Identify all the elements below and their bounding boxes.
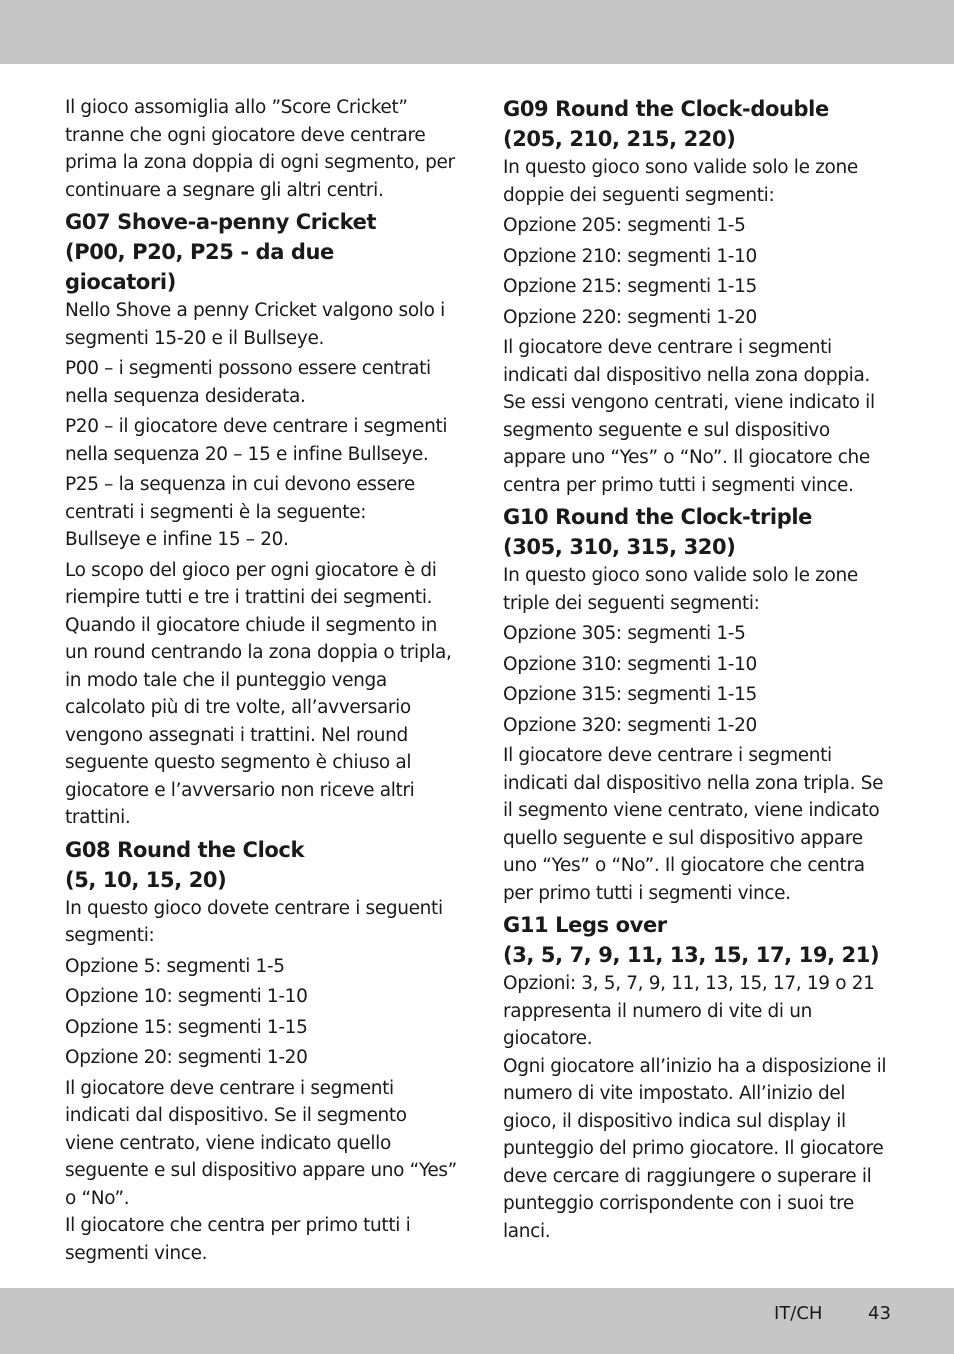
g07-heading-line1: G07 Shove-a-penny Cricket <box>65 210 377 234</box>
g07-p4-line2: centrati i segmenti è la seguente: <box>65 501 367 523</box>
header-band <box>0 0 954 64</box>
g08-option-2: Opzione 10: segmenti 1-10 <box>65 986 308 1007</box>
g11-paragraph-2: Ogni giocatore all’inizio ha a disposizione il numero di vite impostato. All’inizio del gioco, il dispositivo indica sul display il punteggio del primo giocatore. Il giocatore deve cercare di raggiungere o superare il punteggio corrispondente con i suoi tre lanci. <box>503 1055 887 1242</box>
g09-heading-line2: (205, 210, 215, 220) <box>503 127 736 151</box>
g07-paragraph-4 <box>65 471 457 554</box>
g11-heading-line2: (3, 5, 7, 9, 11, 13, 15, 17, 19, 21) <box>503 943 880 967</box>
g07-paragraph-3: P20 – il giocatore deve centrare i segmenti nella sequenza 20 – 15 e infine Bullseye. <box>65 416 448 465</box>
footer-locale: IT/CH <box>774 1303 823 1324</box>
g08-option-1: Opzione 5: segmenti 1-5 <box>65 955 285 977</box>
g10-heading-line1: G10 Round the Clock-triple <box>503 505 812 529</box>
g10-option-2: Opzione 310: segmenti 1-10 <box>503 653 757 675</box>
left-column <box>65 94 457 1270</box>
g09-heading <box>503 94 895 154</box>
g09-paragraph-2: Il giocatore deve centrare i segmenti indicati dal dispositivo nella zona doppia. Se essi vengono centrati, viene indicato il segmento seguente e sul dispositivo appare uno “Yes” o “No”. Il giocatore che centra per primo tutti i segmenti vince. <box>503 337 875 496</box>
g07-p4-line1: P25 – la sequenza in cui devono essere <box>65 474 415 495</box>
g10-option-1: Opzione 305: segmenti 1-5 <box>503 623 746 644</box>
g10-heading <box>503 502 895 562</box>
g10-paragraph-1: In questo gioco sono valide solo le zone triple dei seguenti segmenti: <box>503 565 858 614</box>
g09-option-4: Opzione 220: segmenti 1-20 <box>503 306 757 328</box>
g07-heading-line3: giocatori) <box>65 270 176 294</box>
g07-heading <box>65 207 457 297</box>
g07-paragraph-2: P00 – i segmenti possono essere centrati nella sequenza desiderata. <box>65 358 431 407</box>
g10-option-3: Opzione 315: segmenti 1-15 <box>503 684 757 705</box>
intro-paragraph: Il gioco assomiglia allo ”Score Cricket” tranne che ogni giocatore deve centrare prima la zona doppia di ogni segmento, per continuare a segnare gli altri centri. <box>65 97 455 201</box>
g08-option-4: Opzione 20: segmenti 1-20 <box>65 1047 308 1068</box>
g08-heading <box>65 835 457 895</box>
g08-heading-line2: (5, 10, 15, 20) <box>65 867 227 892</box>
page-number: 43 <box>868 1303 891 1324</box>
g07-paragraph-1: Nello Shove a penny Cricket valgono solo i segmenti 15-20 e il Bullseye. <box>65 300 445 349</box>
g09-option-3: Opzione 215: segmenti 1-15 <box>503 276 757 297</box>
g08-paragraph-3: Il giocatore che centra per primo tutti i segmenti vince. <box>65 1215 411 1264</box>
g11-heading-line1: G11 Legs over <box>503 913 667 937</box>
g10-heading-line2: (305, 310, 315, 320) <box>503 535 736 559</box>
g08-paragraph-2: Il giocatore deve centrare i segmenti indicati dal dispositivo. Se il segmento viene centrato, viene indicato quello seguente e sul dispositivo appare uno “Yes” o “No”. <box>65 1077 457 1209</box>
g09-option-1: Opzione 205: segmenti 1-5 <box>503 215 746 236</box>
right-column <box>503 94 895 1248</box>
g08-option-3: Opzione 15: segmenti 1-15 <box>65 1016 308 1038</box>
g11-heading <box>503 910 895 970</box>
g09-heading-line1: G09 Round the Clock-double <box>503 97 829 121</box>
g11-paragraph-1: Opzioni: 3, 5, 7, 9, 11, 13, 15, 17, 19 o 21 rappresenta il numero di vite di un giocatore. <box>503 973 875 1049</box>
g09-paragraph-1: In questo gioco sono valide solo le zone doppie dei seguenti segmenti: <box>503 157 858 206</box>
g09-option-2: Opzione 210: segmenti 1-10 <box>503 245 757 267</box>
g10-option-4: Opzione 320: segmenti 1-20 <box>503 714 757 736</box>
g07-p4-line3: Bullseye e infine 15 – 20. <box>65 529 289 550</box>
g10-paragraph-2: Il giocatore deve centrare i segmenti indicati dal dispositivo nella zona tripla. Se il segmento viene centrato, viene indicato quello seguente e sul dispositivo appare uno “Yes” o “No”. Il giocatore che centra per primo tutti i segmenti vince. <box>503 745 884 904</box>
g08-paragraph-1: In questo gioco dovete centrare i seguenti segmenti: <box>65 897 443 946</box>
g08-heading-line1: G08 Round the Clock <box>65 837 305 862</box>
g07-heading-line2: (P00, P20, P25 - da due <box>65 240 334 264</box>
g07-paragraph-5: Lo scopo del gioco per ogni giocatore è di riempire tutti e tre i trattini dei segmenti. Quando il giocatore chiude il segmento in un round centrando la zona doppia o tripla, in modo tale che il punteggio venga calcolato più di tre volte, all’avversario vengono assegnati i trattini. Nel round seguente questo segmento è chiuso al giocatore e l’avversario non riceve altri trattini. <box>65 559 452 828</box>
